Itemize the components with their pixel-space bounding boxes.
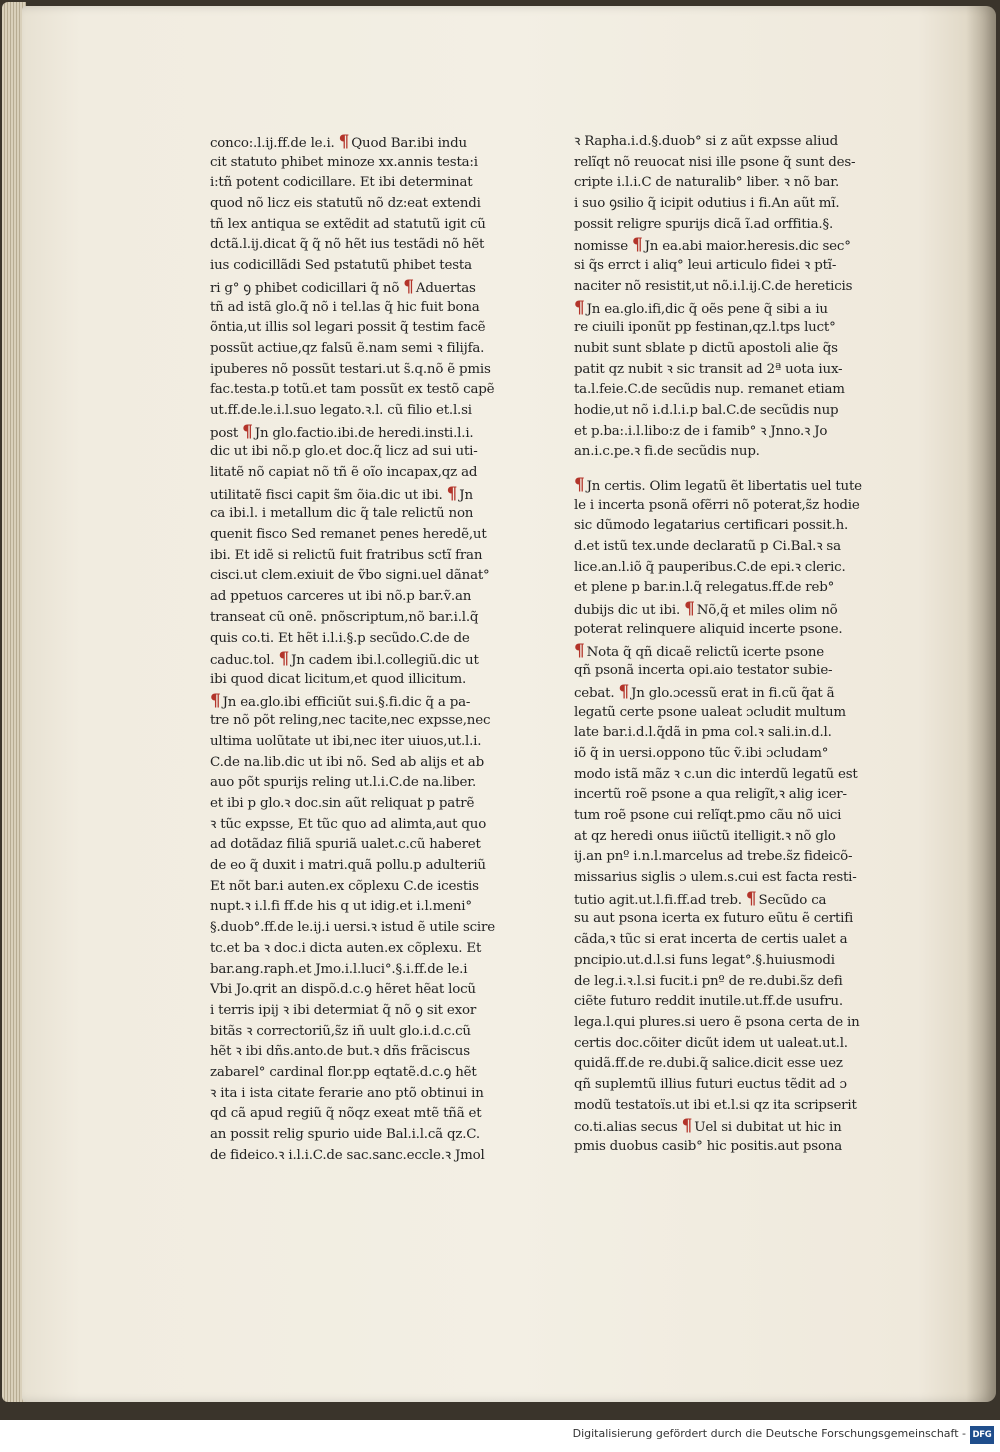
- rubric-mark: ¶: [338, 132, 350, 152]
- text-line: et plene p bar.in.l.q̃ relegatus.ff.de reb°: [574, 580, 835, 596]
- rubric-mark: ¶: [278, 649, 290, 670]
- text-line: et ibi p glo.ꝛ doc.sin aũt reliquat p patrẽ: [210, 796, 475, 811]
- text-line: ultima uolũtate ut ibi,nec iter uiuos,ut.l.i.: [210, 733, 482, 749]
- rubric-mark: ¶: [684, 599, 695, 620]
- text-line: qd cã apud regiũ q̃ nõqz exeat mtẽ tñã et: [210, 1106, 482, 1122]
- dfg-logo-icon: DFG: [970, 1426, 994, 1444]
- text-line: si q̃s errct i aliq° leui articulo fidei ꝛ ptĩ-: [574, 258, 837, 274]
- text-line: auo põt spurijs reling ut.l.i.C.de na.liber.: [210, 775, 477, 791]
- text-line: sic dũmodo legatarius certificari possit.h.: [574, 518, 849, 534]
- text-line: ꝛ ita i ista citate ferarie ano ptõ obtinui in: [210, 1085, 484, 1101]
- text-line: de leg.i.ꝛ.l.si fucit.i pnº de re.dubi.s̃z defi: [574, 973, 843, 989]
- text-line: an possit relig spurio uide Bal.i.l.cã qz.C.: [210, 1127, 480, 1142]
- text-line: i terris ipij ꝛ ibi determiat q̃ nõ ꝯ sit exor: [210, 1002, 477, 1018]
- text-line: cit statuto phibet minoze xx.annis testa:i: [210, 154, 478, 170]
- text-line: ad ppetuos carceres ut ibi nõ.p bar.ṽ.an: [210, 589, 472, 605]
- text-line: zabarel° cardinal flor.pp eqtatẽ.d.c.ꝯ hẽt: [210, 1064, 477, 1080]
- text-line: cisci.ut clem.exiuit de ṽbo signi.uel dãnat°: [210, 568, 490, 584]
- text-line: qñ psonã incerta opi.aio testator subie-: [574, 663, 833, 679]
- text-line: lice.an.l.iõ q̃ pauperibus.C.de epi.ꝛ cleric.: [574, 559, 846, 575]
- text-line: ipuberes nõ possũt testari.ut s̃.q.nõ ẽ pmis: [210, 361, 491, 377]
- rubric-mark: ¶: [446, 483, 458, 504]
- text-line: poterat relinquere aliquid incerte psone.: [574, 621, 843, 637]
- left-text-column: [210, 132, 500, 1166]
- text-line: nubit sunt sblate p dictũ apostoli alie q̃s: [574, 340, 838, 356]
- text-line: post ¶ Jn glo.factio.ibi.de heredi.insti.l.i.: [210, 421, 474, 442]
- text-line: bar.ang.raph.et Jmo.i.l.luci°.§.i.ff.de le.i: [210, 961, 468, 977]
- text-line: §.duob°.ff.de le.ij.i uersi.ꝛ istud ẽ utile scire: [210, 920, 495, 936]
- text-line: ciẽte futuro reddit inutile.ut.ff.de usufru.: [574, 994, 843, 1010]
- text-line: incertũ roẽ psone a qua religĩt,ꝛ alig icer-: [574, 787, 847, 803]
- text-line: le i incerta psonã ofẽrri nõ poterat,s̃z hodie: [574, 497, 860, 513]
- text-line: caduc.tol. ¶ Jn cadem ibi.l.collegiũ.dic ut: [210, 649, 479, 670]
- text-line: de fideico.ꝛ i.l.i.C.de sac.sanc.eccle.ꝛ Jmol: [210, 1147, 485, 1163]
- text-line: et p.ba:.i.l.libo:z de i famib° ꝛ Jnno.ꝛ Jo: [574, 423, 828, 439]
- text-line: ¶ Jn ea.glo.ibi efficiũt sui.§.fi.dic q̃ a pa-: [210, 690, 471, 711]
- text-line: conco:.l.ij.ff.de le.i. ¶ Quod Bar.ibi indu: [210, 132, 467, 152]
- text-line: tñ lex antiqua se extẽdit ad statutũ igit cũ: [210, 216, 486, 232]
- text-line: qñ suplemtũ illius futuri euctus tẽdit ad ɔ: [574, 1076, 847, 1092]
- text-line: iõ q̃ in uersi.oppono tũc ṽ.ibi ɔcludam°: [574, 745, 829, 761]
- text-line: tc.et ba ꝛ doc.i dicta auten.ex cõplexu. Et: [210, 940, 482, 956]
- paragraph-gap: [574, 463, 864, 475]
- text-line: ta.l.feie.C.de secũdis nup. remanet etiam: [574, 382, 845, 398]
- text-line: ibi quod dicat licitum,et quod illicitum.: [210, 671, 467, 687]
- text-line: Et nõt bar.i auten.ex cõplexu C.de icestis: [210, 878, 479, 894]
- funding-credit: Digitalisierung gefördert durch die Deutsche Forschungsgemeinschaft -: [572, 1427, 966, 1440]
- text-line: i:tñ potent codicillare. Et ibi determinat: [210, 175, 473, 191]
- rubric-mark: ¶: [403, 276, 414, 297]
- text-line: patit qz nubit ꝛ sic transit ad 2ª uota iux-: [574, 361, 843, 377]
- gutter-shadow: [966, 6, 996, 1402]
- text-line: tutio agit.ut.l.fi.ff.ad treb. ¶ Secũdo ca: [574, 888, 827, 909]
- text-line: õntia,ut illis sol legari possit q̃ testim facẽ: [210, 320, 486, 336]
- text-line: naciter nõ resistit,ut nõ.i.l.ij.C.de hereticis: [574, 278, 853, 294]
- text-line: relĩqt nõ reuocat nisi ille psone q̃ sunt des-: [574, 154, 856, 170]
- text-line: ꝛ Rapha.i.d.§.duob° si z aũt expsse aliud: [574, 134, 838, 149]
- text-line: de eo q̃ duxit i matri.quã pollu.p adulteriũ: [210, 858, 486, 874]
- text-line: quenit fisco Sed remanet penes heredẽ,ut: [210, 527, 487, 543]
- rubric-mark: ¶: [745, 888, 757, 909]
- rubric-mark: ¶: [574, 297, 585, 318]
- text-line: possũt actiue,qz falsũ ẽ.nam semi ꝛ filijfa.: [210, 340, 485, 356]
- text-line: cripte i.l.i.C de naturalib° liber. ꝛ nõ bar.: [574, 175, 840, 191]
- rubric-mark: ¶: [632, 235, 643, 256]
- text-line: late bar.i.d.l.q̃dã in pma col.ꝛ sali.in.d.l.: [574, 725, 832, 741]
- text-line: legatũ certe psone ualeat ɔcludit multum: [574, 704, 846, 720]
- text-line: ut.ff.de.le.i.l.suo legato.ꝛ.l. cũ filio et.l.si: [210, 402, 472, 418]
- text-line: Vbi Jo.qrit an dispõ.d.c.ꝯ hẽret hẽat locũ: [210, 982, 476, 998]
- text-line: quidã.ff.de re.dubi.q̃ salice.dicit esse uez: [574, 1056, 843, 1072]
- text-line: co.ti.alias secus ¶ Uel si dubitat ut hic in: [574, 1116, 842, 1137]
- text-line: quis co.ti. Et hẽt i.l.i.§.p secũdo.C.de de: [210, 630, 470, 646]
- text-line: nomisse ¶ Jn ea.abi maior.heresis.dic sec°: [574, 235, 851, 256]
- text-line: nupt.ꝛ i.l.fi ff.de his q ut idig.et i.l.meni°: [210, 899, 472, 915]
- text-line: at qz heredi onus iiũctũ itelligit.ꝛ nõ glo: [574, 828, 836, 844]
- text-line: ij.an pnº i.n.l.marcelus ad trebe.s̃z fideicõ-: [574, 849, 853, 865]
- rubric-mark: ¶: [618, 681, 630, 702]
- text-line: transeat cũ onẽ. pnõscriptum,nõ bar.i.l.q̃: [210, 609, 479, 625]
- text-line: certis doc.cõiter dicũt idem ut ualeat.ut.l.: [574, 1035, 848, 1051]
- text-line: hẽt ꝛ ibi dñs.anto.de but.ꝛ dñs frãciscus: [210, 1044, 470, 1060]
- text-line: ca ibi.l. i metallum dic q̃ tale relictũ non: [210, 506, 474, 522]
- text-line: an.i.c.pe.ꝛ fi.de secũdis nup.: [574, 444, 760, 460]
- text-line: possit religre spurijs dicã ĩ.ad orffitia.§.: [574, 216, 834, 232]
- text-line: pmis duobus casib° hic positis.aut psona: [574, 1139, 843, 1154]
- text-line: missarius siglis ɔ ulem.s.cui est facta resti-: [574, 870, 857, 886]
- text-line: tre nõ põt reling,nec tacite,nec expsse,nec: [210, 713, 491, 729]
- text-line: ¶ Jn certis. Olim legatũ ẽt libertatis uel tute: [574, 475, 862, 495]
- text-line: cebat. ¶ Jn glo.ɔcessũ erat in fi.cũ q̃at ã: [574, 681, 835, 702]
- text-line: modũ testatoïs.ut ibi et.l.si qz ita scripserit: [574, 1097, 857, 1113]
- text-line: d.et istũ tex.unde declaratũ p Ci.Bal.ꝛ sa: [574, 539, 841, 555]
- rubric-mark: ¶: [242, 421, 253, 442]
- text-line: litatẽ nõ capiat nõ tñ ẽ oĩo incapax,qz ad: [210, 465, 478, 480]
- text-line: ¶ Nota q̃ qñ dicaẽ relictũ icerte psone: [574, 640, 825, 661]
- text-line: dubijs dic ut ibi. ¶ Nõ,q̃ et miles olim nõ: [574, 599, 838, 620]
- text-line: ¶ Jn ea.glo.ifi,dic q̃ oẽs pene q̃ sibi a iu: [574, 297, 828, 318]
- text-line: ius codicillãdi Sed pstatutũ phibet testa: [210, 258, 472, 274]
- text-line: modo istã mãz ꝛ c.un dic interdũ legatũ est: [574, 766, 858, 782]
- text-line: ad dotãdaz filiã spuriã ualet.c.cũ haberet: [210, 837, 481, 853]
- text-line: dic ut ibi nõ.p glo.et doc.q̃ licz ad sui uti-: [210, 444, 478, 460]
- rubric-mark: ¶: [681, 1116, 693, 1137]
- text-line: pncipio.ut.d.l.si funs legat°.§.huiusmodi: [574, 952, 835, 968]
- rubric-mark: ¶: [210, 690, 221, 711]
- text-line: lega.l.qui plures.si uero ẽ psona certa de in: [574, 1014, 860, 1030]
- rubric-mark: ¶: [574, 475, 585, 495]
- rubric-mark: ¶: [574, 640, 585, 661]
- right-text-column: [574, 132, 864, 1158]
- text-line: bitãs ꝛ correctoriũ,s̃z iñ uult glo.i.d.c.cũ: [210, 1023, 471, 1039]
- text-line: tum roẽ psone cui relĩqt.pmo cãu nõ uici: [574, 808, 842, 823]
- footer-bar: [0, 1420, 1000, 1452]
- text-line: ibi. Et idẽ si relictũ fuit fratribus sctĩ fran: [210, 547, 483, 563]
- text-line: su aut psona icerta ex futuro eũtu ẽ certifi: [574, 911, 854, 927]
- text-line: hodie,ut nõ i.d.l.i.p bal.C.de secũdis nup: [574, 402, 839, 418]
- text-line: tñ ad istã glo.q̃ nõ i tel.las q̃ hic fuit bona: [210, 299, 480, 315]
- text-line: ri g° ꝯ phibet codicillari q̃ nõ ¶ Aduertas: [210, 276, 476, 297]
- text-line: cãda,ꝛ tũc si erat incerta de certis ualet a: [574, 932, 848, 948]
- text-line: C.de na.lib.dic ut ibi nõ. Sed ab alijs et ab: [210, 754, 484, 770]
- text-line: utilitatẽ fisci capit s̃m õia.dic ut ibi. ¶ Jn: [210, 483, 473, 504]
- text-line: i suo ꝯsilio q̃ icipit odutius i fi.An aũt mĩ.: [574, 196, 840, 212]
- text-line: dctã.l.ij.dicat q̃ q̃ nõ hẽt ius testãdi nõ hẽt: [210, 237, 485, 253]
- text-line: re ciuili iponũt pp festinan,qz.l.tps luct°: [574, 320, 836, 336]
- text-line: fac.testa.p totũ.et tam possũt ex testõ capẽ: [210, 382, 495, 398]
- text-line: quod nõ licz eis statutũ nõ dz:eat extendi: [210, 196, 481, 212]
- text-line: ꝛ tũc expsse, Et tũc quo ad alimta,aut quo: [210, 816, 487, 832]
